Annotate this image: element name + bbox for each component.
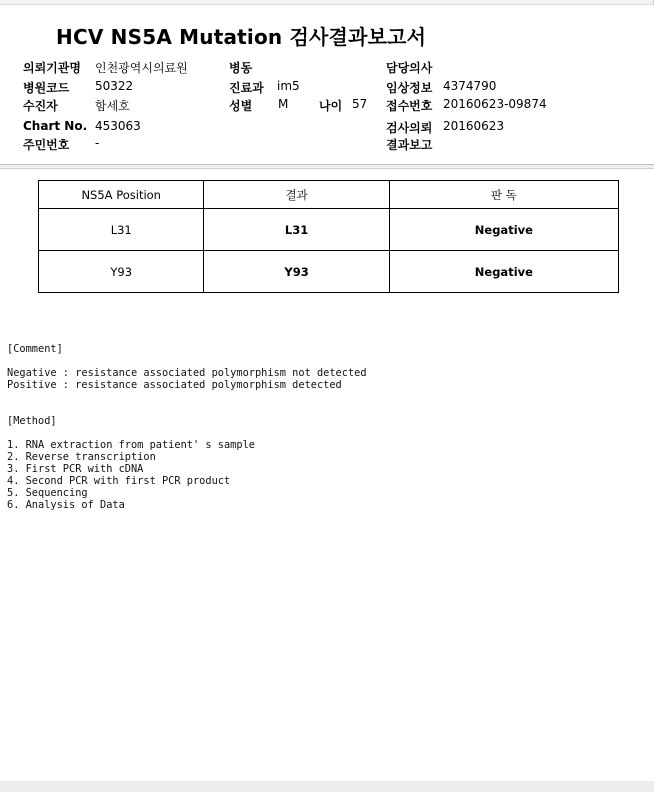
table-row	[39, 251, 619, 293]
method-line: 3. First PCR with cDNA	[7, 463, 144, 475]
header-result: 결과	[204, 181, 389, 209]
label-patient-name: 수진자	[23, 99, 58, 113]
header-separator	[0, 164, 654, 170]
value-test-request-date: 20160623	[443, 119, 505, 133]
bottom-scroll-area[interactable]	[0, 781, 654, 792]
method-line: 5. Sequencing	[7, 487, 88, 499]
label-resident-number: 주민번호	[23, 138, 70, 152]
value-age: 57	[352, 97, 368, 111]
label-result-report-date: 결과보고	[386, 138, 433, 152]
label-department: 진료과	[229, 81, 264, 95]
label-chart-no: Chart No.	[23, 119, 88, 133]
method-line: 1. RNA extraction from patient' s sample	[7, 439, 255, 451]
label-hospital-code: 병원코드	[23, 81, 70, 95]
label-ward: 병동	[229, 61, 253, 75]
report-title: HCV NS5A Mutation 검사결과보고서	[56, 25, 427, 49]
cell-interpretation: Negative	[389, 251, 618, 293]
value-requesting-institution: 인천광역시의료원	[95, 61, 188, 75]
label-receipt-number: 접수번호	[386, 99, 433, 113]
results-table	[38, 180, 619, 293]
header-position: NS5A Position	[39, 181, 204, 209]
method-line: 4. Second PCR with first PCR product	[7, 475, 231, 487]
value-clinical-info: 4374790	[443, 79, 497, 93]
table-header-row	[39, 181, 619, 209]
cell-interpretation: Negative	[389, 209, 618, 251]
table-row	[39, 209, 619, 251]
value-patient-name: 함세호	[95, 99, 130, 113]
value-department: im5	[277, 79, 300, 93]
value-receipt-number: 20160623-09874	[443, 97, 547, 111]
cell-result: Y93	[204, 251, 389, 293]
method-line: 2. Reverse transcription	[7, 451, 156, 463]
label-clinical-info: 임상정보	[386, 81, 433, 95]
method-line: 6. Analysis of Data	[7, 499, 125, 511]
header-interpretation: 판 독	[389, 181, 618, 209]
value-sex: M	[278, 97, 289, 111]
cell-position: Y93	[39, 251, 204, 293]
label-requesting-institution: 의뢰기관명	[23, 61, 81, 75]
comment-heading: [Comment]	[7, 343, 63, 355]
label-age: 나이	[319, 99, 343, 113]
cell-result: L31	[204, 209, 389, 251]
value-resident-number: -	[95, 136, 100, 150]
value-chart-no: 453063	[95, 119, 141, 133]
label-test-request-date: 검사의뢰	[386, 121, 433, 135]
comment-line: Negative : resistance associated polymorphism not detected	[7, 367, 367, 379]
value-hospital-code: 50322	[95, 79, 134, 93]
comment-line: Positive : resistance associated polymorphism detected	[7, 379, 342, 391]
label-attending-doctor: 담당의사	[386, 61, 433, 75]
label-sex: 성별	[229, 99, 253, 113]
method-heading: [Method]	[7, 415, 57, 427]
cell-position: L31	[39, 209, 204, 251]
